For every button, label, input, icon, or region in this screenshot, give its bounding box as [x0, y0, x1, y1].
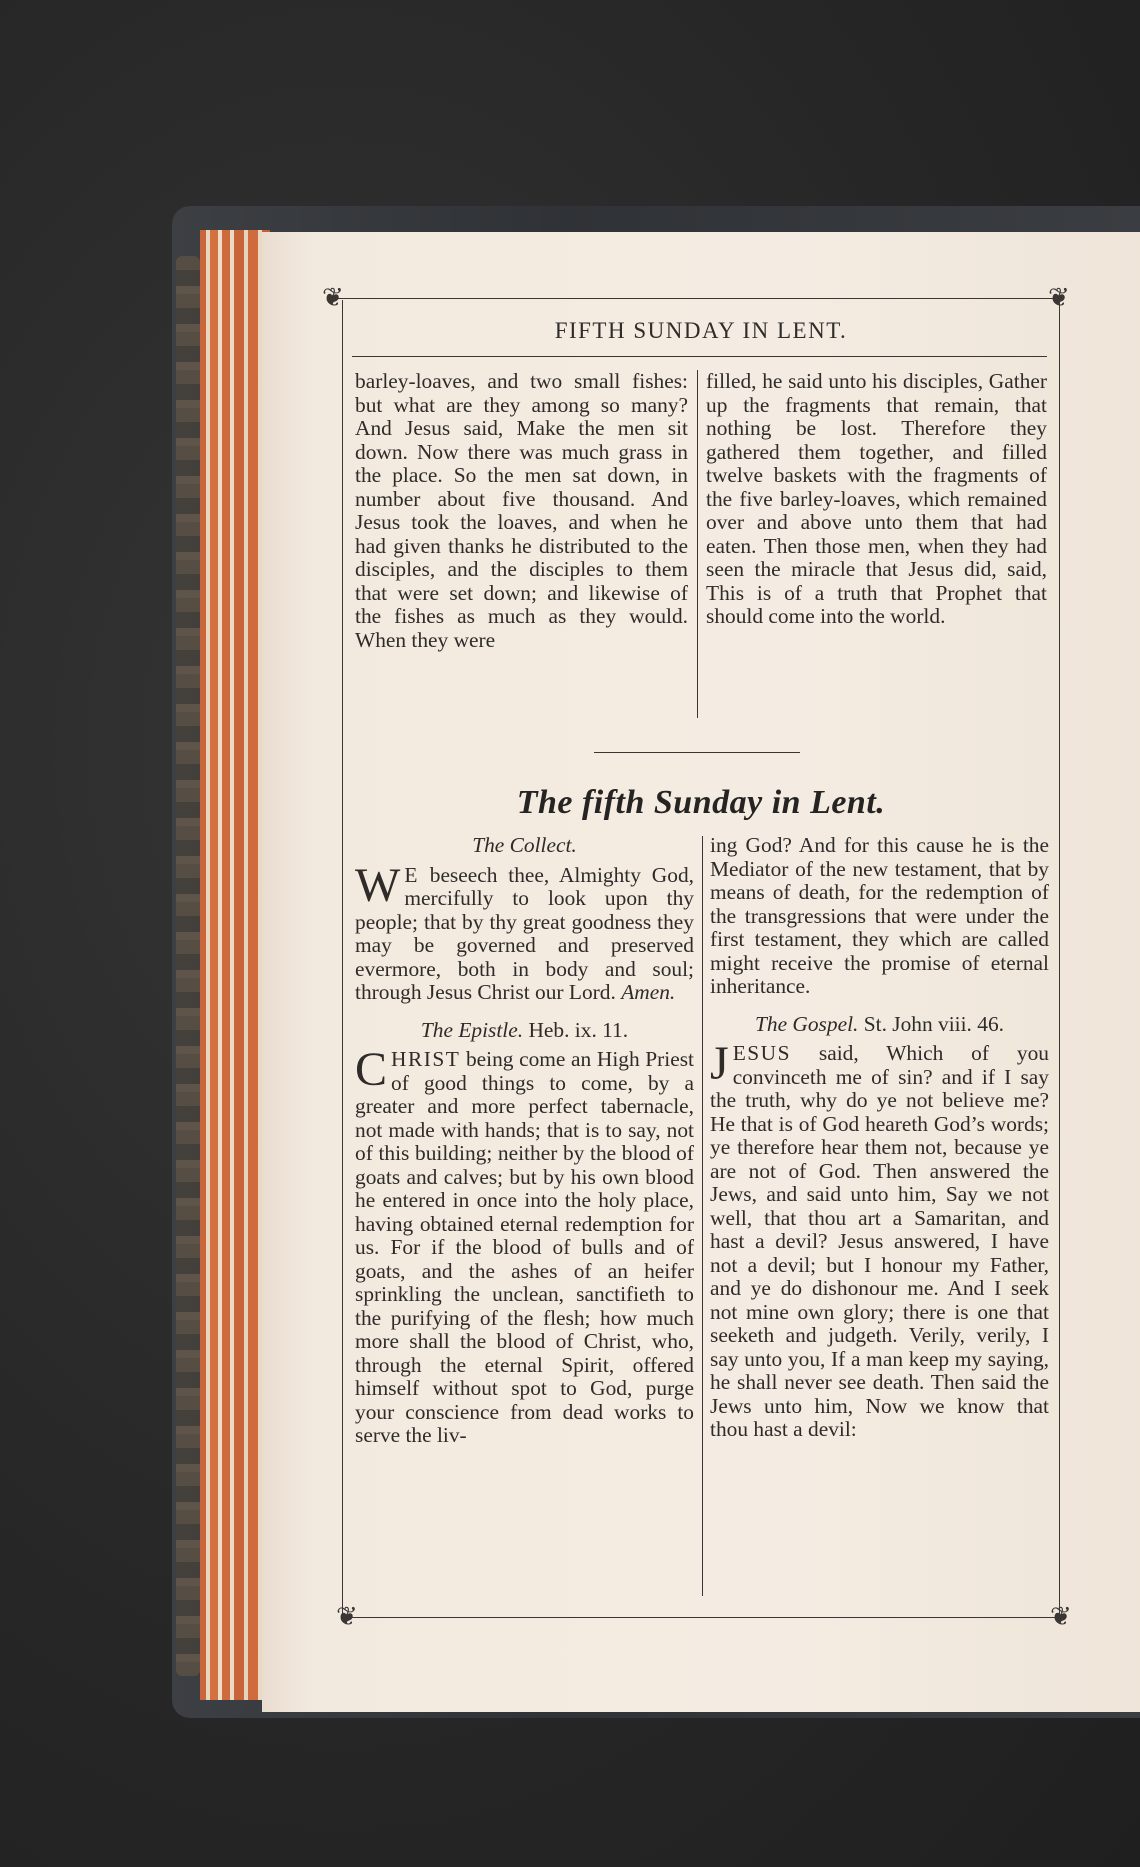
gospel-heading-line [710, 1013, 1049, 1037]
page-edges [200, 230, 270, 1700]
running-head: FIFTH SUNDAY IN LENT. [554, 318, 848, 343]
flourish-bottom-right-icon: ❦ [1050, 1602, 1072, 1632]
gospel-heading: The Gospel. [754, 1011, 859, 1036]
collect-body: beseech thee, Almighty God, mercifully to look upon thy people; that by thy great goodness they may be governed and preserved evermore, both in body and soul; through Jesus Christ our Lord. [355, 862, 694, 1004]
gospel-lead: ESUS [732, 1041, 791, 1065]
collect-dropcap: W [355, 858, 401, 912]
lower-column-divider [702, 836, 703, 1596]
running-head-rule [352, 356, 1047, 357]
top-column-divider [697, 370, 698, 718]
lower-left-column [355, 834, 694, 1448]
epistle-continued: ing God? And for this cause he is the Mediator of the new testament, that by means of death, for the redemption of the transgressions that were under the first testament, they which are called might receive the promise of eternal inheritance. [710, 833, 1049, 998]
epistle-reference: Heb. ix. 11. [528, 1017, 629, 1042]
top-right-column [706, 370, 1047, 629]
gospel-body: said, Which of you convinceth me of sin? and if I say the truth, why do ye not believe me? He that is of God heareth God’s words; ye therefore hear them not, because ye are not of God. Then answered the Jews, and said unto him, Say we not well, that thou art a Samaritan, and hast a devil? Jesus answered, I have not a devil; but I honour my Father, and ye do dishonour me. And I seek not mine own glory; there is one that seeketh and judgeth. Verily, verily, I say unto you, If a man keep my saying, he shall never see death. Then said the Jews unto him, Now we know that thou hast a devil: [710, 1041, 1049, 1441]
epistle-heading: The Epistle. [420, 1017, 524, 1042]
gospel-reference: St. John viii. 46. [863, 1011, 1004, 1036]
cover-wear [176, 256, 200, 1676]
flourish-bottom-left-icon: ❦ [336, 1602, 358, 1632]
section-title: The fifth Sunday in Lent. [516, 784, 886, 821]
top-left-column [355, 370, 688, 652]
lower-right-column [710, 834, 1049, 1442]
collect-heading: The Collect. [472, 833, 577, 857]
page-frame-top [330, 298, 1055, 299]
top-right-text: filled, he said unto his disciples, Gather up the fragments that remain, that nothing be lost. Therefore they gathered them together, and filled twelve baskets with the fragments of the five barley-loaves, which remained over and above unto them that had eaten. Then those men, when they had seen the miracle that Jesus did, said, This is of a truth that Prophet that should come into the world. [706, 369, 1047, 628]
epistle-body: being come an High Priest of good things to come, by a greater and more perfect tabernacle, not made with hands; that is to say, not of this building; neither by the blood of goats and calves; but by his own blood he entered in once into the holy place, having obtained eternal redemption for us. For if the blood of bulls and of goats, and the ashes of an heifer sprinkling the unclean, sanctifieth to the purifying of the flesh; how much more shall the blood of Christ, who, through the eternal Spirit, offered himself without spot to God, purge your conscience from dead works to serve the liv- [355, 1047, 694, 1447]
page-frame-right [1059, 300, 1060, 1616]
epistle-heading-line [355, 1019, 694, 1043]
collect-amen: Amen. [621, 980, 676, 1004]
section-rule [594, 752, 800, 753]
top-left-text: barley-loaves, and two small fishes: but what are they among so many? And Jesus said, Make the men sit down. Now there was much grass in the place. So the men sat down, in number about five thousand. And Jesus took the loaves, and when he had given thanks he distributed to the disciples, and the disciples to them that were set down; and likewise of the fishes as much as they would. When they were [355, 369, 688, 652]
flourish-top-right-icon: ❦ [1048, 283, 1070, 313]
page-frame-bottom [345, 1617, 1061, 1618]
epistle-lead: HRIST [391, 1047, 461, 1071]
page-frame-left [342, 300, 343, 1616]
collect-lead: E [404, 862, 419, 887]
gospel-dropcap: J [710, 1037, 729, 1090]
flourish-top-left-icon: ❦ [322, 283, 344, 313]
epistle-dropcap: C [355, 1043, 388, 1096]
epistle-paragraph [355, 1043, 694, 1448]
collect-paragraph [355, 858, 694, 1005]
gospel-paragraph [710, 1037, 1049, 1442]
